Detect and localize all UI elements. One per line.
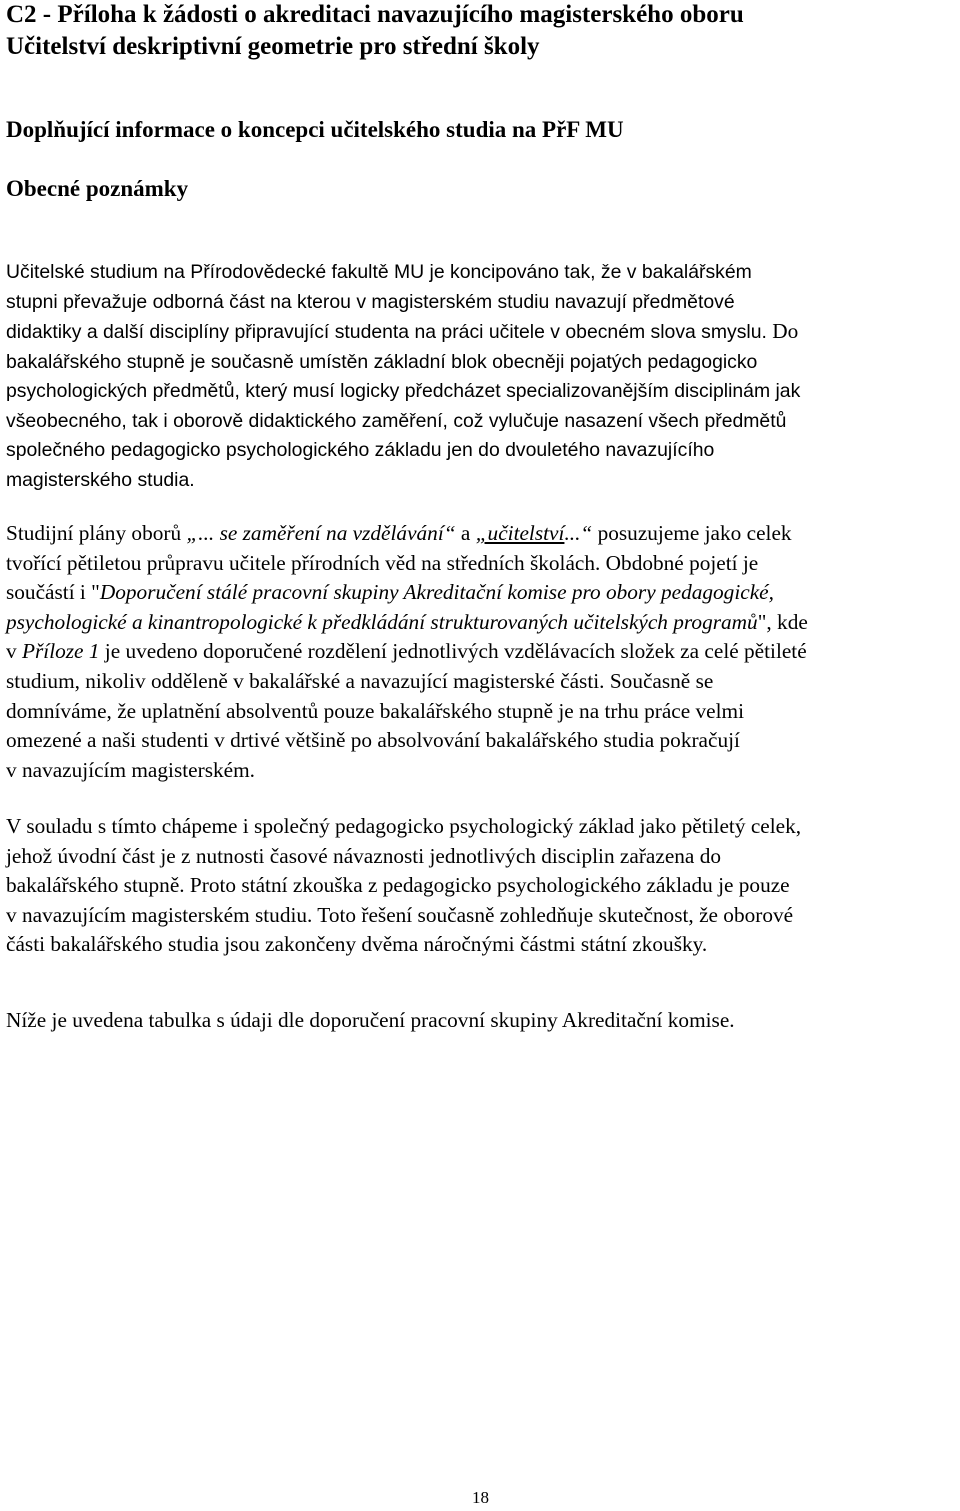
section-title: Doplňující informace o koncepci učitelského studia na PřF MU	[6, 117, 624, 142]
italic-underlined-text	[476, 521, 565, 545]
paragraph-line: tvořící pětiletou průpravu učitele přírodních věd na středních školách. Obdobné pojetí je	[6, 550, 759, 575]
document-title	[6, 0, 744, 62]
paragraph-line: všeobecného, tak i oborově didaktického zaměření, což vylučuje nasazení všech předmětů	[6, 409, 787, 432]
paragraph-line	[6, 578, 956, 608]
paragraph-line	[6, 519, 956, 549]
paragraph-line: V souladu s tímto chápeme i společný pedagogicko psychologický základ jako pětiletý celek,	[6, 814, 802, 838]
paragraph-text: a	[455, 521, 476, 545]
paragraph-table-note	[6, 1006, 956, 1036]
underlined-text: „učitelství	[475, 521, 565, 545]
paragraph-common-basis	[6, 812, 956, 960]
paragraph-text: posuzujeme jako celek	[592, 521, 792, 545]
paragraph-line: studium, nikoliv odděleně v bakalářské a navazující magisterské části. Současně se	[6, 668, 714, 693]
paragraph-line: domníváme, že uplatnění absolventů pouze bakalářského stupně je na trhu práce velmi	[6, 698, 745, 723]
paragraph-text: je uvedeno doporučené rozdělení jednotlivých vzdělávacích složek za celé pětileté	[99, 639, 807, 664]
italic-text: psychologické a kinantropologické k předkládání strukturovaných učitelských programů	[6, 609, 758, 634]
paragraph-line: stupni převažuje odborná část na kterou v magisterském studiu navazují předmětové	[6, 290, 735, 313]
paragraph-line: jehož úvodní část je z nutnosti časové návaznosti jednotlivých disciplin zařazena do	[6, 843, 721, 868]
paragraph-study-plans	[6, 519, 956, 785]
paragraph-line: magisterského studia.	[6, 468, 195, 491]
paragraph-line: Níže je uvedena tabulka s údaji dle doporučení pracovní skupiny Akreditační komise.	[6, 1008, 735, 1032]
italic-text: Příloze 1	[21, 639, 100, 664]
paragraph-line: části bakalářského studia jsou zakončeny dvěma náročnými částmi státní zkoušky.	[6, 932, 708, 957]
paragraph-text: Do	[772, 319, 799, 343]
subsection-title: Obecné poznámky	[6, 176, 189, 201]
page-number: 18	[472, 1488, 489, 1507]
paragraph-line: v navazujícím magisterském studiu. Toto řešení současně zohledňuje skutečnost, že oborové	[6, 902, 794, 927]
paragraph-line	[6, 637, 956, 667]
paragraph-line	[6, 608, 956, 638]
paragraph-line: bakalářského stupně je současně umístěn základní blok obecněji pojatých pedagogicko	[6, 350, 758, 373]
paragraph-intro	[6, 258, 956, 495]
italic-text: Doporučení stálé pracovní skupiny Akreditační komise pro obory pedagogické,	[99, 580, 774, 605]
paragraph-line	[6, 317, 956, 348]
paragraph-line: omezené a naši studenti v drtivé většině po absolvování bakalářského studia pokračují	[6, 728, 740, 753]
paragraph-text: součástí i "	[6, 580, 100, 605]
paragraph-line: bakalářského stupně. Proto státní zkouška z pedagogicko psychologického základu je pouze	[6, 873, 790, 898]
italic-text: „... se zaměření na vzdělávání“	[186, 521, 456, 545]
paragraph-text: v	[6, 639, 22, 664]
paragraph-line: Učitelské studium na Přírodovědecké fakultě MU je koncipováno tak, že v bakalářském	[6, 261, 752, 283]
title-line-1: C2 - Příloha k žádosti o akreditaci navazujícího magisterského oboru	[6, 1, 744, 28]
paragraph-text: Studijní plány oborů	[6, 521, 187, 545]
paragraph-line: společného pedagogicko psychologického základu jen do dvouletého navazujícího	[6, 439, 715, 461]
title-line-2: Učitelství deskriptivní geometrie pro střední školy	[6, 33, 540, 60]
paragraph-text: ", kde	[757, 609, 808, 634]
paragraph-line: v navazujícím magisterském.	[6, 757, 255, 782]
paragraph-text: didaktiky a další disciplíny připravující studenta na práci učitele v obecném slova smyslu.	[6, 321, 767, 343]
paragraph-line: psychologických předmětů, který musí logicky předcházet specializovanějším disciplinám jak	[6, 380, 801, 402]
italic-text: ...“	[564, 521, 593, 545]
